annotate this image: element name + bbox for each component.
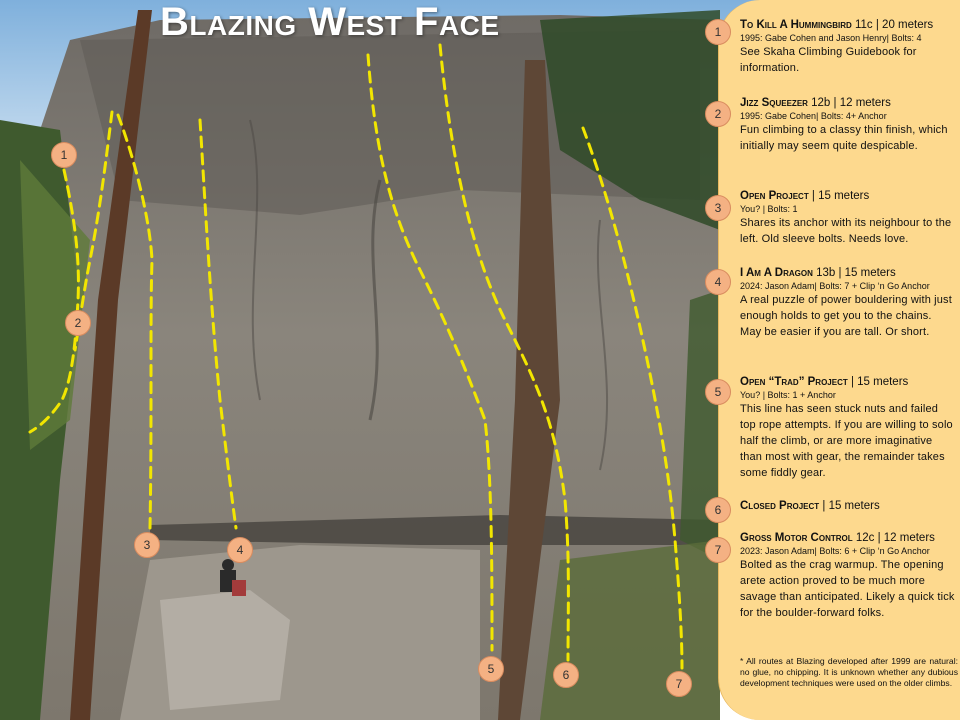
route-entry-2 (740, 96, 956, 154)
route-grade-length: 12b | 12 meters (811, 97, 891, 109)
route-description: See Skaha Climbing Guidebook for information. (740, 46, 917, 74)
route-name: To Kill A Hummingbird (740, 19, 852, 31)
panel-marker-3: 3 (705, 195, 731, 221)
route-entry-3 (740, 189, 956, 247)
route-description: Bolted as the crag warmup. The opening arete action proved to be much more savage than anticipated. Likely a quick tick for the boulder-forward folks. (740, 559, 955, 619)
panel-marker-7: 7 (705, 537, 731, 563)
photo-marker-2: 2 (65, 310, 91, 336)
route-name: Open Project (740, 190, 809, 202)
route-entry-4 (740, 266, 956, 340)
route-name: I Am A Dragon (740, 267, 813, 279)
panel-marker-4: 4 (705, 269, 731, 295)
photo-marker-6: 6 (553, 662, 579, 688)
route-name: Open “Trad” Project (740, 376, 848, 388)
route-name: Jizz Squeezer (740, 97, 808, 109)
route-entry-7 (740, 531, 956, 621)
route-grade-length: 11c | 20 meters (854, 19, 934, 31)
route-meta: 2024: Jason Adam| Bolts: 7 + Clip ‘n Go Anchor (740, 281, 930, 291)
route-description: Fun climbing to a classy thin finish, which initially may seem quite despicable. (740, 124, 948, 152)
route-entry-6 (740, 499, 956, 513)
route-grade-length: | 15 meters (850, 376, 909, 388)
route-grade-length: | 15 meters (822, 500, 880, 512)
photo-marker-1: 1 (51, 142, 77, 168)
photo-marker-4: 4 (227, 537, 253, 563)
route-grade-length: | 15 meters (811, 190, 870, 202)
route-description: This line has seen stuck nuts and failed top rope attempts. If you are willing to solo half the climb, or are more imaginative than most with gear, the remainder takes some fiddly gear. (740, 403, 953, 479)
panel-marker-6: 6 (705, 497, 731, 523)
photo-marker-3: 3 (134, 532, 160, 558)
route-meta: You? | Bolts: 1 (740, 204, 798, 214)
route-description: Shares its anchor with its neighbour to the left. Old sleeve bolts. Needs love. (740, 217, 952, 245)
route-name: Gross Motor Control (740, 532, 853, 544)
footnote: * All routes at Blazing developed after 1999 are natural: no glue, no chipping. It is unknown whether any dubious development techniques were used on the older climbs. (740, 656, 958, 688)
route-meta: 1995: Gabe Cohen and Jason Henry| Bolts: 4 (740, 33, 922, 43)
panel-marker-1: 1 (705, 19, 731, 45)
photo-marker-5: 5 (478, 656, 504, 682)
page-title: Blazing West Face (160, 0, 500, 44)
route-name: Closed Project (740, 500, 820, 512)
route-entry-5 (740, 375, 956, 481)
route-grade-length: 13b | 15 meters (816, 267, 896, 279)
route-description: A real puzzle of power bouldering with just enough holds to get you to the chains. May be easier if you are tall. Or short. (740, 294, 952, 338)
route-meta: 2023: Jason Adam| Bolts: 6 + Clip ‘n Go Anchor (740, 546, 930, 556)
photo-marker-7: 7 (666, 671, 692, 697)
route-meta: You? | Bolts: 1 + Anchor (740, 390, 836, 400)
route-grade-length: 12c | 12 meters (855, 532, 935, 544)
panel-marker-5: 5 (705, 379, 731, 405)
route-meta: 1995: Gabe Cohen| Bolts: 4+ Anchor (740, 111, 887, 121)
panel-marker-2: 2 (705, 101, 731, 127)
route-entry-1 (740, 18, 956, 76)
